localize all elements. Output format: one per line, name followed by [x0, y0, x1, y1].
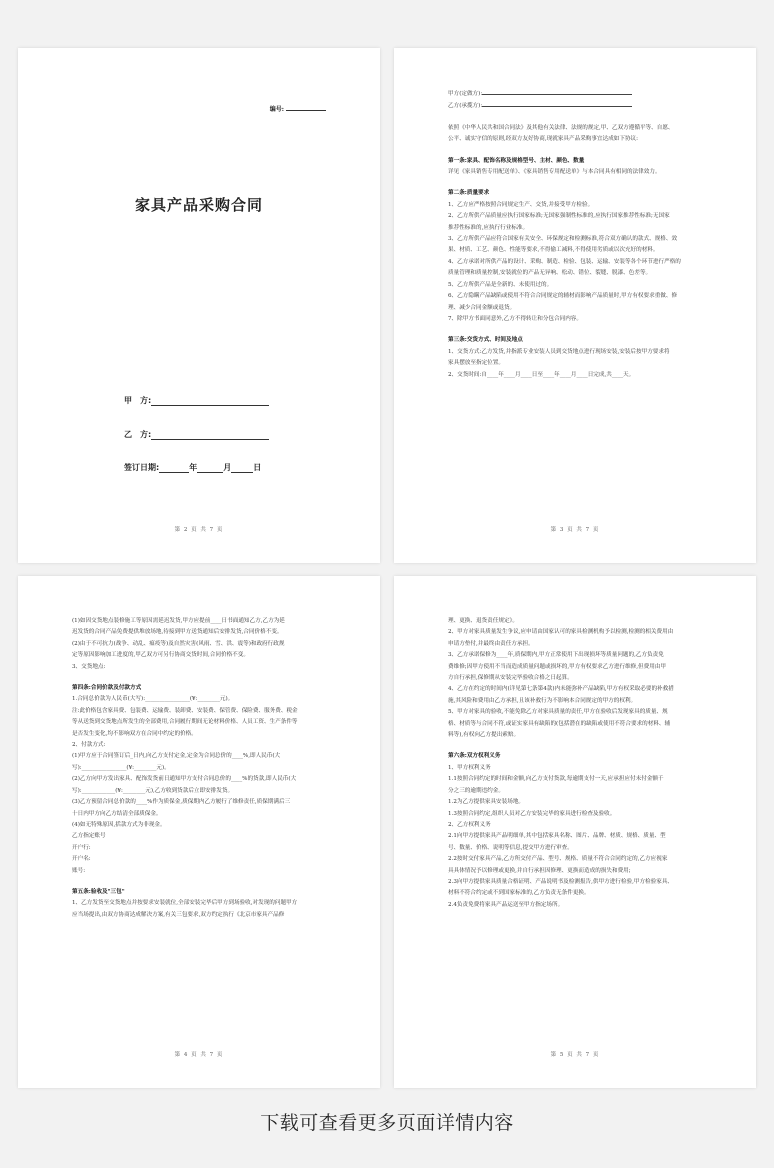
text-line: (1)如因交货地点装修施工等原因需延迟发货,甲方应提前____日书面通知乙方,乙方为延 — [72, 618, 285, 624]
party-a-row: 甲 方: — [124, 395, 269, 406]
text-line: 3、乙方承诺保修为____年,质保期内,甲方正常使用下出现损坏等质量问题的,乙方负责免 — [448, 652, 664, 659]
text-line: 1、乙方应严格按照合同规定生产、交货,并接受甲方检验。 — [448, 201, 594, 208]
contract-title: 家具产品采购合同 — [134, 196, 263, 214]
text-line: 理、减少合同金额或退货。 — [448, 304, 516, 311]
text-line: 公平、诚实守信的原则,经双方友好协商,现就家具产品采购事宜达成如下协议: — [448, 136, 639, 143]
text-line: 质量管理和质量控制,安装就位的产品无异响、松动、错位、裂缝、脱漆、色差等。 — [448, 270, 652, 277]
text-line: 分之三的逾期违约金。 — [448, 787, 504, 794]
text-line: (1)甲方应于合同签订后_日内,向乙方支付定金,定金为合同总价的____%,即人民币(大 — [72, 753, 281, 760]
contract-number-field — [286, 110, 326, 111]
text-line: 果、材质、工艺、颜色、性能等要求,不得偷工减料,不得使用劣质或以次充好的材料。 — [448, 247, 659, 254]
text-line: 1、交货方式:乙方发货,并指派专业安装人员到交货地点进行现场安装,安装后按甲方要求将 — [448, 348, 670, 355]
party-b-row: 乙 方: — [124, 429, 269, 440]
text-line: 乙方(承揽方): — [448, 100, 702, 112]
blank-fill-line — [482, 100, 632, 107]
text-line: 定等原因影响加工进度的,甲乙双方可另行协商交货时间,合同价格不变。 — [72, 652, 249, 659]
text-line: (3)乙方预留合同总价款的____%作为质保金,质保期内乙方履行了维修责任,质保期满后三 — [72, 799, 291, 806]
text-line: 2、乙方所供产品质量应执行国家标准;无国家强制性标准的,应执行国家推荐性标准;无国家 — [448, 213, 670, 220]
text-line: 1、乙方发货至交货地点并按要求安装就位,全部安装完毕后甲方到场验收,对发现的问题甲方 — [72, 900, 298, 907]
text-line: 6、乙方隐瞒产品缺陷或使用不符合合同规定的辅材而影响产品质量时,甲方有权要求重做、修 — [448, 293, 678, 300]
text-line: 推荐性标准的,应执行行业标准。 — [448, 224, 529, 231]
page-body — [72, 616, 326, 921]
sign-date-row: 签订日期: 年 月 日 — [124, 463, 262, 472]
section-heading: 第一条:家具、配饰名称及规格型号、主材、颜色、数量 — [448, 157, 585, 164]
text-line: 甲方(定做方): — [448, 88, 702, 100]
text-line: 1.2为乙方提供家具安装场地。 — [448, 799, 525, 806]
text-line: 1、甲方权利义务 — [448, 764, 491, 771]
cover-page — [18, 48, 380, 563]
text-line: 1.合同总价款为人民币(大写):________________(¥:________元)。 — [72, 696, 234, 703]
text-line: 2、甲方对家具质量发生争议,应申请由国家认可的家具检测机构予以检测,检测的相关费用由 — [448, 629, 674, 636]
text-line: 是否发生变化,均不影响双方在合同中约定的价格。 — [72, 730, 197, 737]
page-footer: 第 2 页 共 7 页 — [174, 527, 224, 533]
spacer — [448, 113, 702, 123]
text-line: 1.1按照合同约定的时间和金额,向乙方支付货款,每逾期支付一天,应承担应付未付金额千 — [448, 776, 664, 783]
text-line: 理、更换、退货责任规定》。 — [448, 618, 518, 624]
text-line: (4)如无特殊原因,括款方式为非现金。 — [72, 821, 166, 828]
text-line: 开户名: — [72, 856, 91, 863]
section-heading: 第三条:交货方式、时间及地点 — [448, 337, 523, 344]
text-line: 3、乙方所供产品应符合国家有关安全、环保规定和检测标准,符合双方确认的款式、规格、效 — [448, 236, 678, 243]
text-line: 方自行承担,保修期从安装完毕验收合格之日起算。 — [448, 675, 573, 682]
text-line: 2、交货时间:自____年____月____日至____年____月____日完成,共____天。 — [448, 371, 635, 378]
text-line: 3、交货地点: — [72, 663, 106, 670]
text-line: 写):________________(¥:________元)。 — [72, 764, 170, 771]
text-line: 料等),有权向乙方提出索赔。 — [448, 732, 520, 739]
text-line: 注:此价格包含家具费、包装费、运输费、装卸费、安装费、保管费、保险费、服务费、税金 — [72, 707, 298, 714]
text-line: 开户行: — [72, 844, 91, 851]
text-line: 4、乙方承诺对所供产品的设计、采购、制造、检验、包装、运输、安装等各个环节进行严格的 — [448, 258, 681, 265]
page-footer: 第 5 页 共 7 页 — [550, 1052, 600, 1058]
section-heading: 第四条:合同价款及付款方式 — [72, 685, 142, 692]
text-line: 2.2按时交付家具产品,乙方所交付产品、型号、规格、质量不符合合同约定的,乙方应视家 — [448, 856, 668, 863]
text-line: 等从送货到交货地点所发生的全部费用,合同履行期间无论材料价格、人员工资、生产条件等 — [72, 719, 298, 726]
text-line: 7、除甲方书面同意外,乙方不得转让和分包合同内容。 — [448, 315, 582, 322]
section-heading: 第五条:验收及"三包" — [72, 888, 125, 895]
text-line: 详见《家具销售专用配送单》、《家具销售专用配送单》与本合同具有相同的法律效力。 — [448, 169, 661, 176]
text-line: 1.3按照合同约定,组织人员对乙方安装完毕的家具进行检查及验收。 — [448, 810, 616, 817]
text-line: 2.3向甲方提供家具质量合格证明、产品说明书及检测报告,供甲方进行检验,甲方检验家具、 — [448, 878, 674, 885]
blank-fill-line — [482, 88, 632, 95]
text-line: 4、乙方在约定的时间内(详见第七条第4款)内未能弥补产品缺陷,甲方有权采取必要的补救措 — [448, 686, 674, 693]
page-body — [448, 616, 702, 911]
page-footer: 第 4 页 共 7 页 — [174, 1052, 224, 1058]
text-line: (2)由于不可抗力(战争、动乱、瘟疫等)及自然灾害(风雨、雪、洪、震等)和政府行政规 — [72, 640, 285, 647]
text-line: 5、甲方对家具的验收,不能免除乙方对家具质量的责任,甲方在验收后发现家具的质量、规 — [448, 709, 668, 716]
text-line: 具具体情况予以修理或更换,并自行承担因修理、更换而造成的损失和费用; — [448, 867, 631, 874]
text-line: 2、乙方权利义务 — [448, 821, 491, 828]
text-line: 费维修;因甲方使用不当而造成质量问题或损坏的,甲方有权要求乙方进行维修,但费用由甲 — [448, 663, 667, 670]
text-line: 施,其风险和费用由乙方承担,且该补救行为不影响本合同规定的甲方的权利。 — [448, 697, 637, 704]
text-line: 家具摆放至指定位置。 — [448, 360, 504, 367]
text-line: 写):____________(¥:________元),乙方收到货款后立即安排发货。 — [72, 787, 234, 794]
contract-page-4 — [18, 576, 380, 1088]
text-line: 格、材质等与合同不符,或证实家具有缺陷的(包括潜在的缺陷或使用不符合要求的材料、辅 — [448, 720, 671, 727]
text-line: 账号: — [72, 867, 86, 874]
text-line: 迟发货的合同产品免费提供堆放场地,待接到甲方送货通知后安排发货,合同价格不变。 — [72, 629, 283, 636]
text-line: 乙方指定账号 — [72, 833, 106, 840]
text-line: 号、数量、价格、说明等信息,提交甲方进行审查。 — [448, 844, 573, 851]
contract-page-3 — [394, 48, 756, 563]
text-line: 应当场提出,由双方协商达成解决方案,有关三包要求,双方约定执行《北京市家具产品修 — [72, 911, 285, 918]
download-caption: 下载可查看更多页面详情内容 — [260, 1112, 514, 1134]
text-line: 2.4负责免费将家具产品运送至甲方指定场所。 — [448, 901, 564, 908]
contract-number-label: 编号: — [270, 104, 326, 113]
text-line: 2.1向甲方提供家具产品明细单,其中包括家具名称、图片、品牌、材质、规格、质量、型 — [448, 833, 666, 840]
section-heading: 第六条:双方权利义务 — [448, 753, 501, 760]
text-line: 5、乙方所供产品是全新的、未使用过的。 — [448, 281, 553, 288]
text-line: 材料不符合约定或不到国家标准的,乙方负责无条件更换。 — [448, 890, 590, 897]
text-line: 依照《中华人民共和国合同法》及其他有关法律、法规的规定,甲、乙双方遵循平等、自愿、 — [448, 124, 674, 131]
page-footer: 第 3 页 共 7 页 — [550, 527, 600, 533]
contract-page-5 — [394, 576, 756, 1088]
text-line: 2、付款方式: — [72, 742, 106, 749]
section-heading: 第二条:质量要求 — [448, 190, 490, 197]
text-line: (2)乙方向甲方发出家具、配饰发货前日通知甲方支付合同总价的____%的货款,即人民币(大 — [72, 776, 297, 783]
text-line: 申请方垫付,并最终由责任方承担。 — [448, 640, 534, 647]
page-body — [448, 88, 702, 381]
text-line: 十日内甲方向乙方结清全部质保金。 — [72, 810, 162, 817]
